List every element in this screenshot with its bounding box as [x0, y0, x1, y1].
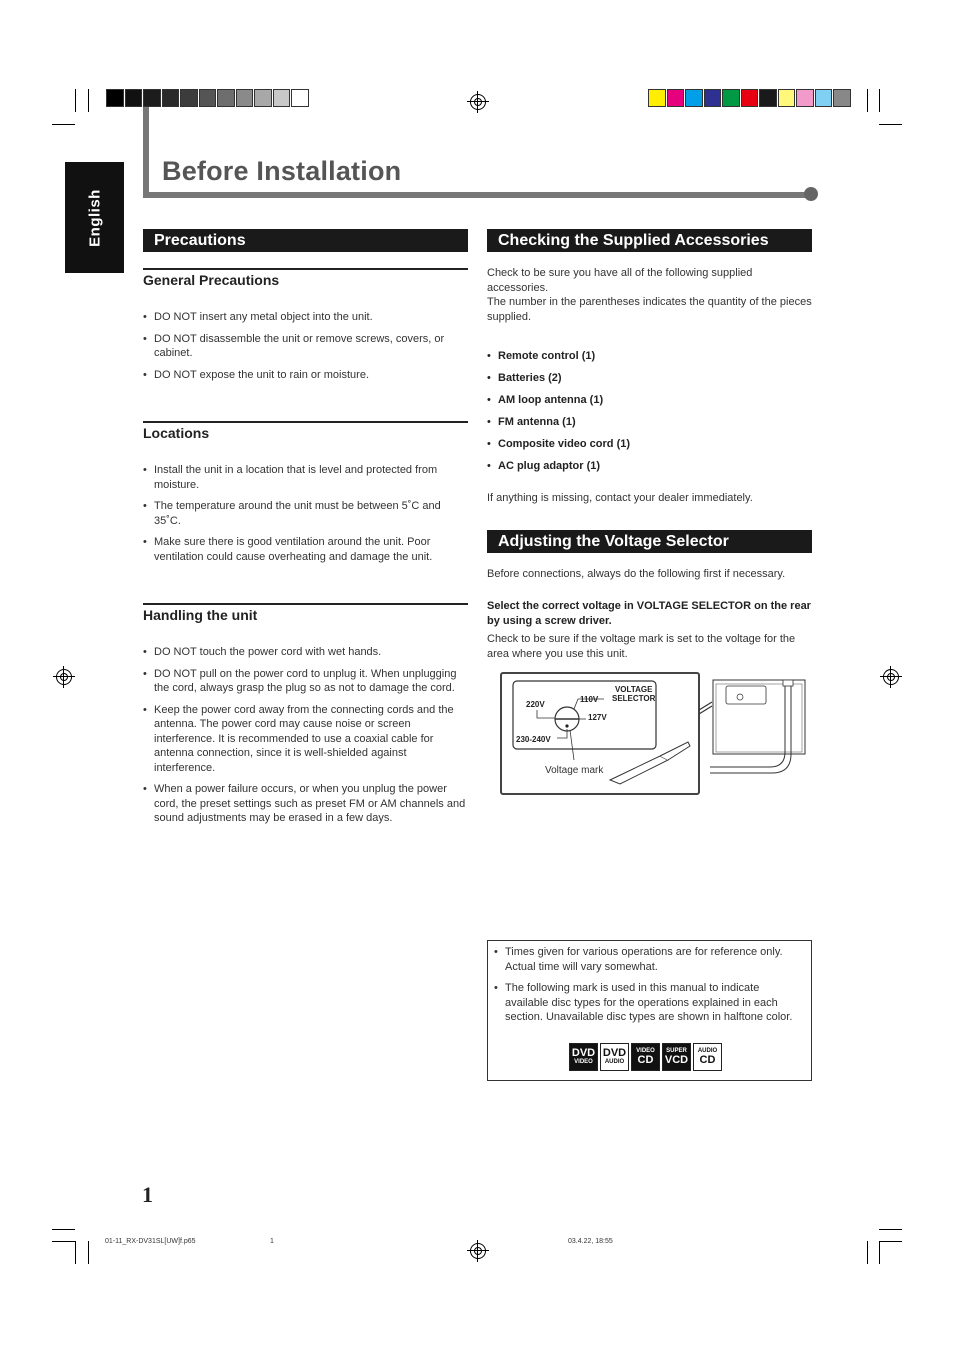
list-item: • Times given for various operations are for reference only. Actual time will vary somewhat.: [494, 945, 804, 974]
voltage-mark-label: Voltage mark: [545, 765, 604, 776]
crop-mark: [88, 89, 89, 112]
voltage-110-label: 110V: [580, 695, 599, 704]
disc-icon-top-label: SUPER: [666, 1048, 687, 1054]
color-swatch: [741, 89, 759, 107]
super-vcd-icon: [662, 1043, 691, 1071]
footer-file: 01-11_RX-DV31SL[UW]f.p65: [105, 1238, 196, 1245]
crop-mark: [52, 1229, 75, 1230]
voltage-230-240-label: 230-240V: [516, 735, 551, 744]
voltage-check: Check to be sure if the voltage mark is set to the voltage for the area where you use this unit.: [487, 633, 796, 660]
precautions-header: Precautions: [143, 229, 468, 252]
list-item: • DO NOT pull on the power cord to unplug it. When unplugging the cord, always grasp the plug so as not to damage the cord.: [143, 667, 468, 696]
handling-list: [143, 645, 468, 833]
dvd-audio-icon: [600, 1043, 629, 1071]
registration-mark-icon: [470, 1243, 486, 1259]
disc-icon-bottom-label: CD: [699, 1054, 716, 1066]
color-bar: [648, 89, 852, 107]
list-item: • FM antenna (1): [487, 415, 630, 437]
disc-icon-bottom-label: VIDEO: [574, 1059, 593, 1065]
page-title: Before Installation: [162, 156, 402, 186]
crop-mark: [52, 124, 75, 125]
color-swatch: [291, 89, 309, 107]
voltage-instruction: Select the correct voltage in VOLTAGE SELECTOR on the rear by using a screw driver.: [487, 600, 811, 627]
voltage-selector-label: [612, 685, 655, 703]
voltage-selector-label-2: SELECTOR: [612, 694, 656, 703]
list-item: • Remote control (1): [487, 349, 630, 371]
color-swatch: [254, 89, 272, 107]
accessories-header: Checking the Supplied Accessories: [487, 229, 812, 252]
color-swatch: [704, 89, 722, 107]
grayscale-bar: [106, 89, 310, 107]
general-precautions-title: General Precautions: [143, 268, 468, 288]
language-tab: [65, 162, 124, 273]
crop-mark: [75, 1241, 76, 1264]
registration-mark-icon: [56, 669, 72, 685]
missing-note: If anything is missing, contact your dealer immediately.: [487, 492, 753, 504]
handling-title: Handling the unit: [143, 603, 468, 623]
color-swatch: [180, 89, 198, 107]
page-number: 1: [142, 1182, 153, 1207]
voltage-selector-label-1: VOLTAGE: [614, 685, 653, 694]
list-item: • DO NOT touch the power cord with wet hands.: [143, 645, 468, 660]
disc-icon-top-label: VIDEO: [636, 1048, 655, 1054]
general-precautions-list: [143, 310, 468, 389]
color-swatch: [833, 89, 851, 107]
color-swatch: [217, 89, 235, 107]
disc-icon-top-label: DVD: [571, 1047, 596, 1059]
crop-mark: [867, 89, 868, 112]
color-swatch: [648, 89, 666, 107]
color-swatch: [143, 89, 161, 107]
list-item: • Composite video cord (1): [487, 437, 630, 459]
disc-icon-bottom-label: CD: [637, 1054, 654, 1066]
voltage-header: Adjusting the Voltage Selector: [487, 530, 812, 553]
video-cd-icon: [631, 1043, 660, 1071]
title-rule-end-dot: [804, 187, 818, 201]
title-rule: [143, 192, 811, 198]
list-item: • AM loop antenna (1): [487, 393, 630, 415]
color-swatch: [106, 89, 124, 107]
list-item: • Keep the power cord away from the connecting cords and the antenna. The power cord may cause noise or screen interference. It is recommended to use a coaxial cable for antenna connection, since it is well-shielded against interference.: [143, 703, 468, 776]
list-item: • Make sure there is good ventilation around the unit. Poor ventilation could cause overheating and damage the unit.: [143, 535, 468, 564]
list-item: • AC plug adaptor (1): [487, 459, 630, 481]
crop-mark: [88, 1241, 89, 1264]
color-swatch: [685, 89, 703, 107]
crop-mark: [75, 89, 76, 112]
accessories-intro: [487, 266, 812, 324]
list-item: • The temperature around the unit must be between 5˚C and 35˚C.: [143, 499, 468, 528]
color-swatch: [273, 89, 291, 107]
list-item: • The following mark is used in this manual to indicate available disc types for the operations explained in each section. Unavailable disc types are shown in halftone color.: [494, 981, 804, 1025]
color-swatch: [722, 89, 740, 107]
list-item: • When a power failure occurs, or when you unplug the power cord, the preset settings such as preset FM or AM channels and sound adjustments may be erased in a few days.: [143, 782, 468, 826]
color-swatch: [125, 89, 143, 107]
crop-mark: [52, 1241, 75, 1242]
notes-list: [494, 945, 804, 1032]
accessories-list: [487, 349, 630, 481]
locations-title: Locations: [143, 421, 468, 441]
registration-mark-icon: [470, 94, 486, 110]
list-item: • DO NOT expose the unit to rain or moisture.: [143, 368, 468, 383]
voltage-220-label: 220V: [526, 700, 545, 709]
color-swatch: [759, 89, 777, 107]
color-swatch: [199, 89, 217, 107]
footer-timestamp: 03.4.22, 18:55: [568, 1238, 613, 1245]
color-swatch: [667, 89, 685, 107]
footer-page: 1: [270, 1238, 274, 1245]
disc-icon-bottom-label: VCD: [664, 1054, 689, 1066]
disc-icon-bottom-label: AUDIO: [604, 1059, 625, 1065]
language-tab-label: English: [86, 188, 103, 247]
crop-mark: [879, 89, 880, 112]
list-item: • DO NOT disassemble the unit or remove screws, covers, or cabinet.: [143, 332, 468, 361]
disc-icon-top-label: DVD: [602, 1047, 627, 1059]
voltage-127-label: 127V: [588, 713, 607, 722]
list-item: • DO NOT insert any metal object into the unit.: [143, 310, 468, 325]
list-item: • Install the unit in a location that is level and protected from moisture.: [143, 463, 468, 492]
locations-list: [143, 463, 468, 571]
title-frame: [143, 107, 149, 198]
color-swatch: [162, 89, 180, 107]
color-swatch: [778, 89, 796, 107]
list-item: • Batteries (2): [487, 371, 630, 393]
color-swatch: [796, 89, 814, 107]
crop-mark: [867, 1241, 868, 1264]
dvd-video-icon: [569, 1043, 598, 1071]
crop-mark: [879, 1241, 880, 1264]
accessories-intro-1: Check to be sure you have all of the following supplied accessories.: [487, 267, 753, 294]
registration-mark-icon: [883, 669, 899, 685]
color-swatch: [236, 89, 254, 107]
accessories-intro-2: The number in the parentheses indicates the quantity of the pieces supplied.: [487, 296, 812, 323]
disc-icon-top-label: AUDIO: [697, 1048, 718, 1054]
audio-cd-icon: [693, 1043, 722, 1071]
crop-mark: [879, 1241, 902, 1242]
crop-mark: [879, 1229, 902, 1230]
crop-mark: [879, 124, 902, 125]
color-swatch: [815, 89, 833, 107]
voltage-intro: Before connections, always do the following first if necessary.: [487, 568, 786, 580]
